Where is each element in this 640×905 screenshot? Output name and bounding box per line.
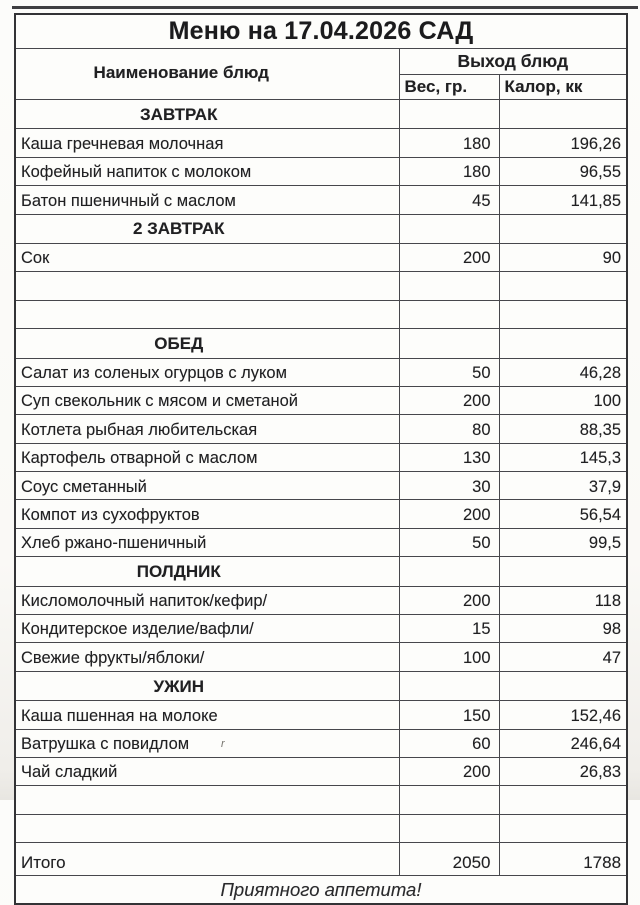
weight-cell: 200	[399, 757, 499, 785]
dish-row	[15, 472, 627, 500]
dish-row	[15, 729, 627, 757]
weight-cell	[399, 814, 499, 842]
calories-cell	[499, 557, 627, 586]
dish-name-cell: Суп свекольник с мясом и сметаной	[15, 386, 399, 414]
dish-name-cell	[15, 272, 399, 300]
dish-row	[15, 643, 627, 671]
section-row	[15, 214, 627, 243]
weight-cell: 180	[399, 157, 499, 185]
dish-name-cell: Сок	[15, 243, 399, 271]
weight-cell: 80	[399, 415, 499, 443]
calories-cell: 152,46	[499, 701, 627, 729]
weight-cell: 2050	[399, 843, 499, 876]
weight-cell: 200	[399, 386, 499, 414]
dish-name-cell	[15, 300, 399, 328]
weight-cell: 100	[399, 643, 499, 671]
weight-cell: 150	[399, 701, 499, 729]
calories-cell: 26,83	[499, 757, 627, 785]
weight-cell: 200	[399, 243, 499, 271]
weight-cell	[399, 214, 499, 243]
dish-name-cell: Картофель отварной с маслом	[15, 443, 399, 471]
calories-cell: 98	[499, 615, 627, 643]
footer-row	[15, 876, 627, 905]
weight-cell: 200	[399, 500, 499, 528]
dish-name-cell: ЗАВТРАК	[15, 100, 399, 129]
empty-row	[15, 272, 627, 300]
section-row	[15, 100, 627, 129]
menu-table-body	[15, 100, 627, 876]
dish-row	[15, 586, 627, 614]
section-row	[15, 671, 627, 700]
dish-name-cell: Хлеб ржано-пшеничный	[15, 528, 399, 556]
column-header-output-group: Выход блюд	[399, 49, 627, 75]
dish-name-cell: Кондитерское изделие/вафли/	[15, 615, 399, 643]
total-row	[15, 843, 627, 876]
calories-cell	[499, 329, 627, 358]
dish-row	[15, 528, 627, 556]
dish-row	[15, 443, 627, 471]
weight-cell: 130	[399, 443, 499, 471]
weight-cell	[399, 272, 499, 300]
calories-cell: 37,9	[499, 472, 627, 500]
weight-cell	[399, 671, 499, 700]
calories-cell: 88,35	[499, 415, 627, 443]
calories-cell	[499, 814, 627, 842]
weight-cell	[399, 300, 499, 328]
calories-cell	[499, 300, 627, 328]
dish-row	[15, 701, 627, 729]
dish-name-cell: Каша пшенная на молоке	[15, 701, 399, 729]
dish-row	[15, 129, 627, 157]
dish-name-cell: Итого	[15, 843, 399, 876]
weight-cell: 180	[399, 129, 499, 157]
calories-cell: 118	[499, 586, 627, 614]
calories-cell	[499, 671, 627, 700]
dish-name-cell: Котлета рыбная любительская	[15, 415, 399, 443]
dish-row	[15, 186, 627, 214]
empty-row	[15, 814, 627, 842]
weight-cell: 60	[399, 729, 499, 757]
dish-name-cell: УЖИН	[15, 671, 399, 700]
weight-cell	[399, 557, 499, 586]
dish-row	[15, 157, 627, 185]
dish-name-cell	[15, 814, 399, 842]
calories-cell: 1788	[499, 843, 627, 876]
dish-name-cell: Кисломолочный напиток/кефир/	[15, 586, 399, 614]
dish-row	[15, 243, 627, 271]
dish-name-cell: Салат из соленых огурцов с луком	[15, 358, 399, 386]
footer-note: Приятного аппетита!	[15, 876, 627, 905]
column-header-dish-name: Наименование блюд	[15, 49, 399, 100]
column-header-calories: Калор, кк	[499, 75, 627, 100]
dish-name-cell: Каша гречневая молочная	[15, 129, 399, 157]
section-row	[15, 329, 627, 358]
dish-row	[15, 358, 627, 386]
dish-name-cell: Компот из сухофруктов	[15, 500, 399, 528]
calories-cell	[499, 214, 627, 243]
dish-row	[15, 500, 627, 528]
calories-cell: 246,64	[499, 729, 627, 757]
weight-cell: 45	[399, 186, 499, 214]
empty-row	[15, 300, 627, 328]
calories-cell: 47	[499, 643, 627, 671]
calories-cell: 145,3	[499, 443, 627, 471]
menu-table	[14, 13, 628, 905]
dish-name-cell: ПОЛДНИК	[15, 557, 399, 586]
dish-row	[15, 615, 627, 643]
calories-cell: 90	[499, 243, 627, 271]
calories-cell: 56,54	[499, 500, 627, 528]
page-title: Меню на 17.04.2026 САД	[15, 14, 627, 49]
weight-cell: 50	[399, 358, 499, 386]
weight-cell: 30	[399, 472, 499, 500]
title-row	[15, 14, 627, 49]
weight-cell: 15	[399, 615, 499, 643]
dish-row	[15, 415, 627, 443]
weight-cell	[399, 786, 499, 814]
calories-cell	[499, 272, 627, 300]
dish-name-cell: Свежие фрукты/яблоки/	[15, 643, 399, 671]
calories-cell: 46,28	[499, 358, 627, 386]
calories-cell: 196,26	[499, 129, 627, 157]
dish-name-cell: ОБЕД	[15, 329, 399, 358]
weight-cell	[399, 329, 499, 358]
scan-edge-line	[12, 6, 638, 9]
dish-name-cell: Соус сметанный	[15, 472, 399, 500]
calories-cell	[499, 100, 627, 129]
dish-name-cell: 2 ЗАВТРАК	[15, 214, 399, 243]
dish-name-cell: Батон пшеничный с маслом	[15, 186, 399, 214]
calories-cell: 99,5	[499, 528, 627, 556]
section-row	[15, 557, 627, 586]
header-row-group	[15, 49, 627, 75]
calories-cell: 96,55	[499, 157, 627, 185]
dish-name-cell: Ватрушка с повидлом	[15, 729, 399, 757]
dish-name-cell: Кофейный напиток с молоком	[15, 157, 399, 185]
dish-row	[15, 386, 627, 414]
calories-cell: 141,85	[499, 186, 627, 214]
dish-row	[15, 757, 627, 785]
column-header-weight: Вес, гр.	[399, 75, 499, 100]
dish-name-cell	[15, 786, 399, 814]
scan-artifact-mark: r	[221, 738, 225, 750]
empty-row	[15, 786, 627, 814]
weight-cell: 200	[399, 586, 499, 614]
dish-name-cell: Чай сладкий	[15, 757, 399, 785]
weight-cell	[399, 100, 499, 129]
calories-cell	[499, 786, 627, 814]
calories-cell: 100	[499, 386, 627, 414]
weight-cell: 50	[399, 528, 499, 556]
